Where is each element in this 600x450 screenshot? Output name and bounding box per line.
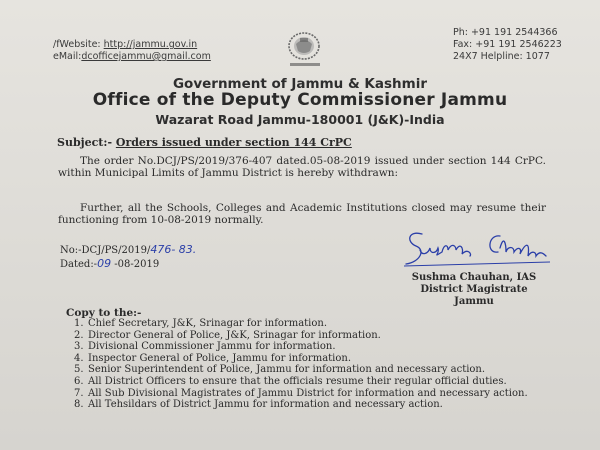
website-label: /fWebsite: [53, 39, 104, 50]
signatory-place: Jammu [454, 296, 494, 307]
item-text: Chief Secretary, J&K, Srinagar for information. [88, 318, 328, 329]
emblem-base [290, 63, 320, 66]
website-line [53, 39, 211, 51]
item-text: Director General of Police, J&K, Srinagar for information. [88, 329, 381, 341]
item-number: 1. [74, 318, 84, 329]
signatory-block [384, 272, 564, 308]
fax: Fax: +91 191 2546223 [453, 39, 562, 50]
item-text: Senior Superintendent of Police, Jammu for information and necessary action. [88, 364, 486, 376]
email-link[interactable]: dcofficejammu@gmail.com [81, 51, 211, 62]
signature-icon [400, 228, 560, 270]
reference-block [60, 243, 196, 271]
email-line [53, 51, 211, 63]
letterhead-contact-left [53, 39, 211, 63]
copy-to-heading: Copy to the:- [66, 307, 142, 319]
list-item [74, 399, 544, 411]
signatory-designation: District Magistrate [420, 284, 528, 295]
letterhead-contact-right [453, 27, 562, 63]
item-text: All Sub Divisional Magistrates of Jammu District for information and necessary action. [88, 387, 528, 399]
body-paragraph-2: Further, all the Schools, Colleges and Academic Institutions closed may resume their functioning from 10-08-2019 normally. [58, 202, 546, 226]
item-number: 2. [74, 329, 84, 341]
helpline: 24X7 Helpline: 1077 [453, 51, 550, 62]
list-item [74, 353, 544, 365]
body-paragraph-1: The order No.DCJ/PS/2019/376-407 dated.05-08-2019 issued under section 144 CrPC. within Municipal Limits of Jammu District is hereby withdrawn: [58, 155, 546, 179]
item-number: 6. [74, 375, 84, 387]
government-name: Government of Jammu & Kashmir [172, 76, 428, 92]
item-text: Divisional Commissioner Jammu for information. [88, 341, 336, 353]
list-item [74, 364, 544, 376]
item-number: 5. [74, 364, 84, 376]
item-number: 4. [74, 352, 84, 364]
reference-date-handwritten: 09 [97, 257, 112, 270]
item-number: 7. [74, 387, 84, 399]
office-name: Office of the Deputy Commissioner Jammu [92, 90, 508, 110]
item-text: All Tehsildars of District Jammu for information and necessary action. [88, 399, 443, 411]
list-item [74, 376, 544, 388]
subject-line [57, 136, 352, 149]
item-text: All District Officers to ensure that the officials resume their regular official duties. [88, 375, 507, 387]
reference-number-handwritten: 476- 83. [150, 243, 197, 256]
item-number: 3. [74, 341, 84, 353]
email-label: eMail: [53, 51, 82, 62]
item-text: Inspector General of Police, Jammu for information. [88, 352, 352, 364]
reference-number-prefix: No:-DCJ/PS/2019/ [60, 245, 151, 256]
reference-number [60, 243, 196, 257]
phone: Ph: +91 191 2544366 [453, 27, 558, 38]
reference-date-prefix: Dated:- [60, 259, 98, 270]
signatory-name: Sushma Chauhan, IAS [411, 272, 537, 283]
state-emblem-icon [287, 32, 321, 60]
copy-to-list [74, 318, 544, 411]
office-address: Wazarat Road Jammu-180001 (J&K)-India [155, 112, 445, 127]
list-item [74, 341, 544, 353]
website-link[interactable]: http://jammu.gov.in [103, 39, 198, 50]
subject-label: Subject:- [57, 136, 116, 149]
reference-date-suffix: -08-2019 [111, 259, 160, 270]
list-item [74, 388, 544, 400]
list-item [74, 330, 544, 342]
subject-text: Orders issued under section 144 CrPC [115, 136, 352, 149]
reference-date [60, 257, 196, 271]
item-number: 8. [74, 399, 84, 411]
list-item [74, 318, 544, 330]
